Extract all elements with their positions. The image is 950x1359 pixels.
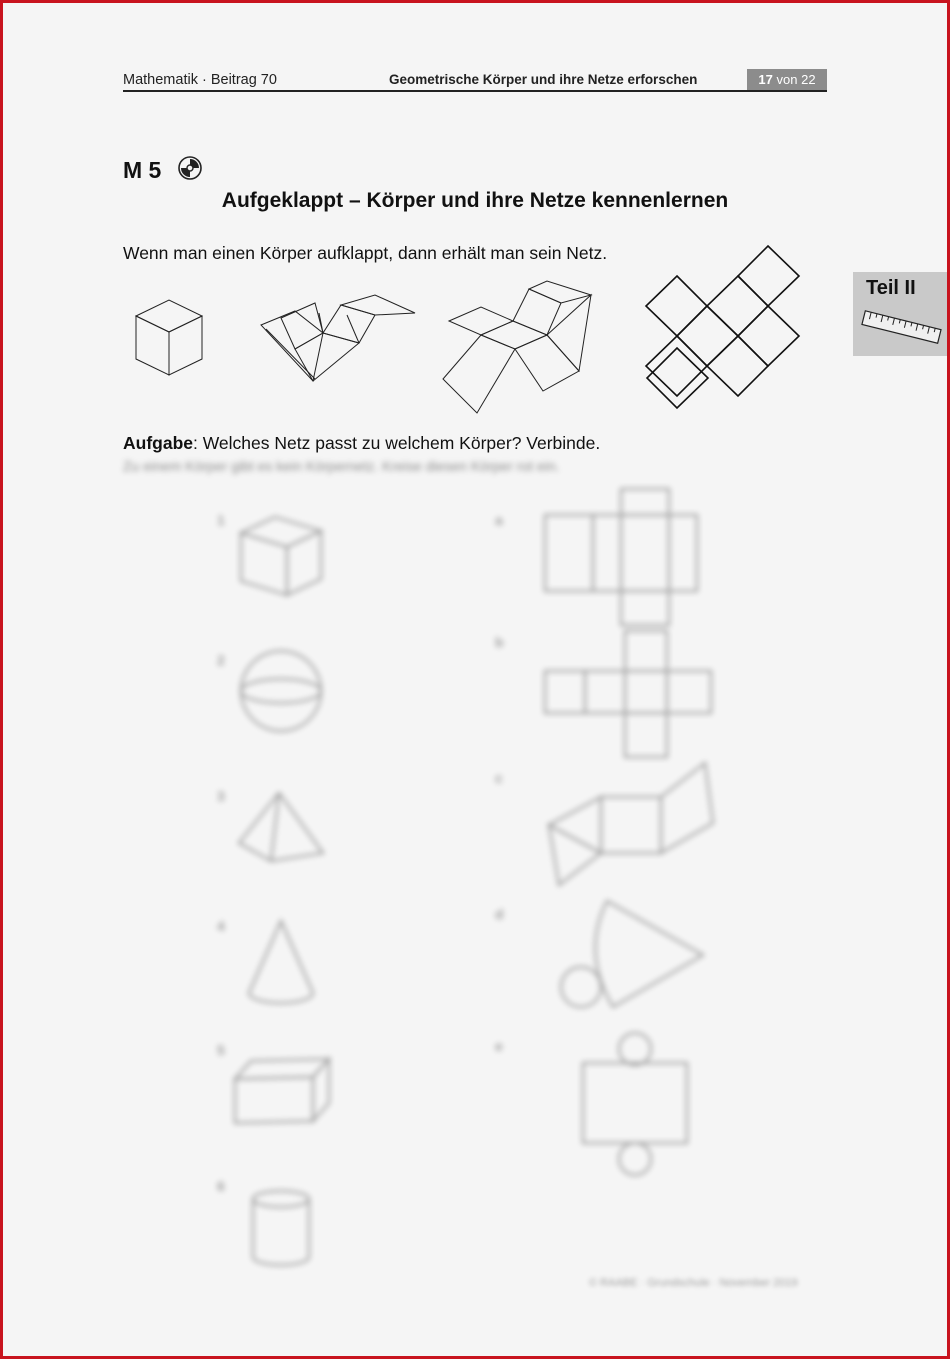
task-label: Aufgabe [123, 433, 193, 453]
page-total: von 22 [776, 72, 816, 87]
body-label-3: 3 [217, 788, 225, 804]
footer-copyright: © RAABE · Grundschule · November 2019 [589, 1277, 798, 1289]
worksheet-title: Aufgeklappt – Körper und ihre Netze kennenlernen [221, 189, 729, 212]
net-a-cuboid [545, 489, 697, 625]
header-subject: Mathematik · Beitrag 70 [123, 72, 277, 88]
net-label-d: d [495, 906, 504, 922]
body-label-5: 5 [217, 1042, 225, 1058]
body-label-4: 4 [217, 918, 225, 934]
task-note-blurred: Zu einem Körper gibt es kein Körpernetz. Kreise diesen Körper rot ein. [123, 458, 560, 474]
page-current: 17 [758, 72, 773, 87]
net-label-e: e [495, 1038, 503, 1054]
net-d-cone [561, 901, 703, 1007]
side-tab-label: Teil II [866, 277, 916, 299]
net-label-b: b [495, 634, 504, 650]
worksheet-label: M 5 [123, 157, 162, 183]
header-title: Geometrische Körper und ihre Netze erforschen [389, 72, 698, 87]
net-label-a: a [495, 512, 503, 528]
body-2-sphere [241, 651, 321, 731]
matching-exercise [3, 3, 947, 1356]
intro-text: Wenn man einen Körper aufklappt, dann erhält man sein Netz. [123, 243, 608, 263]
worksheet-page [3, 3, 947, 1356]
body-label-6: 6 [217, 1178, 225, 1194]
net-c-pyramid [549, 763, 713, 885]
body-label-1: 1 [217, 512, 225, 528]
net-label-c: c [495, 770, 503, 786]
body-5-cuboid [235, 1059, 329, 1123]
net-e-cylinder [583, 1033, 687, 1175]
body-4-cone [249, 921, 313, 1003]
net-b-cube [545, 631, 711, 757]
body-label-2: 2 [217, 652, 225, 668]
task-instruction: : Welches Netz passt zu welchem Körper? Verbinde. [193, 433, 601, 453]
body-1-cube [241, 517, 321, 595]
body-6-cylinder [253, 1191, 309, 1265]
body-3-pyramid [239, 793, 323, 861]
